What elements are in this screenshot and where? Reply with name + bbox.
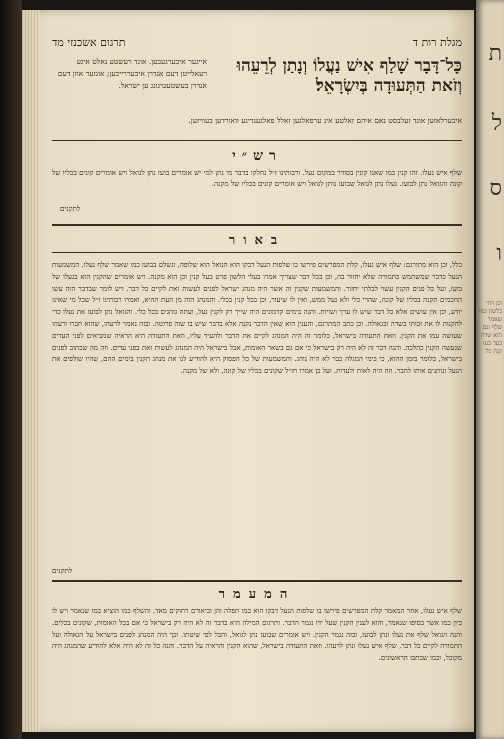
- section-divider: [52, 140, 462, 141]
- next-page-glyph: ו: [496, 241, 502, 266]
- rashi-heading: רש״י: [232, 148, 282, 164]
- rashi-last-word: לתקנים: [60, 204, 81, 213]
- next-page-glyph: ל: [491, 111, 502, 136]
- next-page-glyph: ס: [489, 176, 502, 201]
- header-left-title: תרגום אשכנזי מד: [52, 36, 126, 49]
- meamar-heading: המעמר: [218, 587, 296, 602]
- page-edges: [22, 10, 40, 732]
- rashi-commentary: שלף איש נעלו. זהו קנין כמו שאנו קונין בסודר במקום נעל. ורבותינו ז״ל נחלקו בדבר מי נתן למי יש אומרים בועז נתן לגואל ויש אומרים קונים בכליו של קונה והגואל נתן לבועז. נעלו נתן לגואל שבועז נותן לגואל ויש אומרים קונים בכליו של מקנה.: [52, 168, 462, 188]
- section-divider: [52, 224, 462, 226]
- meamar-commentary: שלף איש נעלו, אחר המאמר קלת המפרשים פירשו בו שלפות הנעל דבקו הוא כמו תפלה והן וביאורם רחוקים מאד, והשלף כמו הוציא כמו שנאמר ויש לו כיון כמו אשר בסופו שנאמר, והוא לענין הקנין שעל ידו נגמר הדבר. ותרגום המילה היא בדבר זה לא היה רק בישראל כי אם בכל האומות, שקונים בכלים. והנה הגואל שלף את נעלו ונתן לבועז, ובזה נגמר הקנין. ויש אומרים שבועז נתן לגואל, והכל לפי שיטתו. וכך היה המנהג לפנים בישראל על הגאולה ועל התמורה לקיים כל דבר, שלף איש נעלו ונתן לרעהו. וזאת התעודה בישראל, שהוא הקנין והראיה על הדבר. והנה כל זה לא היה אלא להודיע שהמנהג היה מקובל, וכמו שכתבו הראשונים.: [52, 607, 462, 663]
- biur-heading: באור: [228, 233, 286, 248]
- translation-continuation: איבערלאזען אונד זעלבסט נאם איהם זאלטע אינ ערפאלגען זאלל פאלגענדיגע וואורדען בעוויזען.: [188, 116, 462, 125]
- biur-commentary: כלל, וכן הוא מתורגם: שלף איש נעלו, קלת המפרשים פירשו בו שלפות הנעל דבקו הוא הנואל הוא שלופה, ונשלם בבועז כמו שאמר שלף נעלו. המשמעות הנעל כדבר שמשתמש כתמורה שלא יחזור בה, וכן בכל דבר שצריך אמרו בעלי הלשון פרט בעל קנין וכן הוא מקנה. ויש אומרים שהקנין הוא בנעלו של בועז, ועל כל פנים הקנין עשוי לבלתי יחזור. והמשמעות שקנין זה אשר היה מנהג ישראל לפנים לעשות זאת לקיים כל דבר. ויש לומר שבדבר הזה עשו החכמים תקנה בכליו של קונה, שהרי כלי ולא נעל ממש, ואין לו שיעור, וכן בכל קנין בכלי. והמנהג הזה מן העת ההיא, ואמרו רבותינו ז״ל שכל מי שאינו יודע, וכן אין עושים אלא כל דבר שיש לו ערך ושויות. והנה בימים קדמונים היה שייך רק לקנין נעל, ועתה נוהגים בכל כלי. והגואל נתן לבועז את נעלו כדי להקנות לו את זכותו בשדה ובגאולה. וכן כתב המתרגם, והענין הוא שאין הדבר נקנה אלא בדבר שיש בו שוה פרוטה. ובזה נאמר לרעהו, שהוא חברו ורעהו שעושה עמו את הקנין. וזאת התעודה בישראל, כלומר זה היה המנהג לקיים את הדבר ולהעיד עליו, וזאת התעודה היא הראיה שמביאים לפני העדים שנעשה הקנין כהלכה. והנה דבר זה לא היה רק בישראל כי אם גם בשאר האומות, אבל בישראל היה המנהג לעשות זאת בפני עדים. וזה מה שכתוב לפנים בישראל, כלומר בזמן ההוא, כי בימי המגלה כבר לא היה נוהג. והמשמעות של כל הפסוק היא להודיע לנו את מנהג הקנין בימים ההם, שהיו שולפים את הנעל ונותנים אותו לחבר. וזה היה לאות ולעדות. ועל כן אמרו חז״ל שקונים בכליו של קונה, ולא של מקנה.: [52, 261, 462, 376]
- book-spine-shadow: [0, 0, 22, 739]
- next-page-text: וכן ויהי בלשון כמו שאמר שלף וגם הוא שדה בעד בעז קנה כל: [479, 300, 502, 355]
- verse-hebrew: כָּל־דָּבָר שָׁלַף אִישׁ נַעֲלוֹ וְנָתַן לְרֵעֵהוּ וְזֹאת הַתְּעוּדָה בְּיִשְׂרָאֵל׃: [236, 56, 462, 96]
- section-divider: [52, 580, 462, 582]
- next-page-strip: [476, 0, 504, 739]
- header-right-title: מגלת רות ד: [412, 36, 462, 49]
- running-header: [52, 36, 462, 52]
- biur-last-word: לתקנים: [52, 566, 73, 575]
- next-page-glyph: ת: [488, 41, 502, 66]
- section-divider: [52, 252, 462, 253]
- verse-translation: אייגער איבערגעבען. אונד רעשטע נאלט איגע רעאלייטן דעם אנדרן איבעררייכען; אונזער אוזן דעם אנדרן בעשטעטיגונג ען ישראל.: [57, 57, 207, 90]
